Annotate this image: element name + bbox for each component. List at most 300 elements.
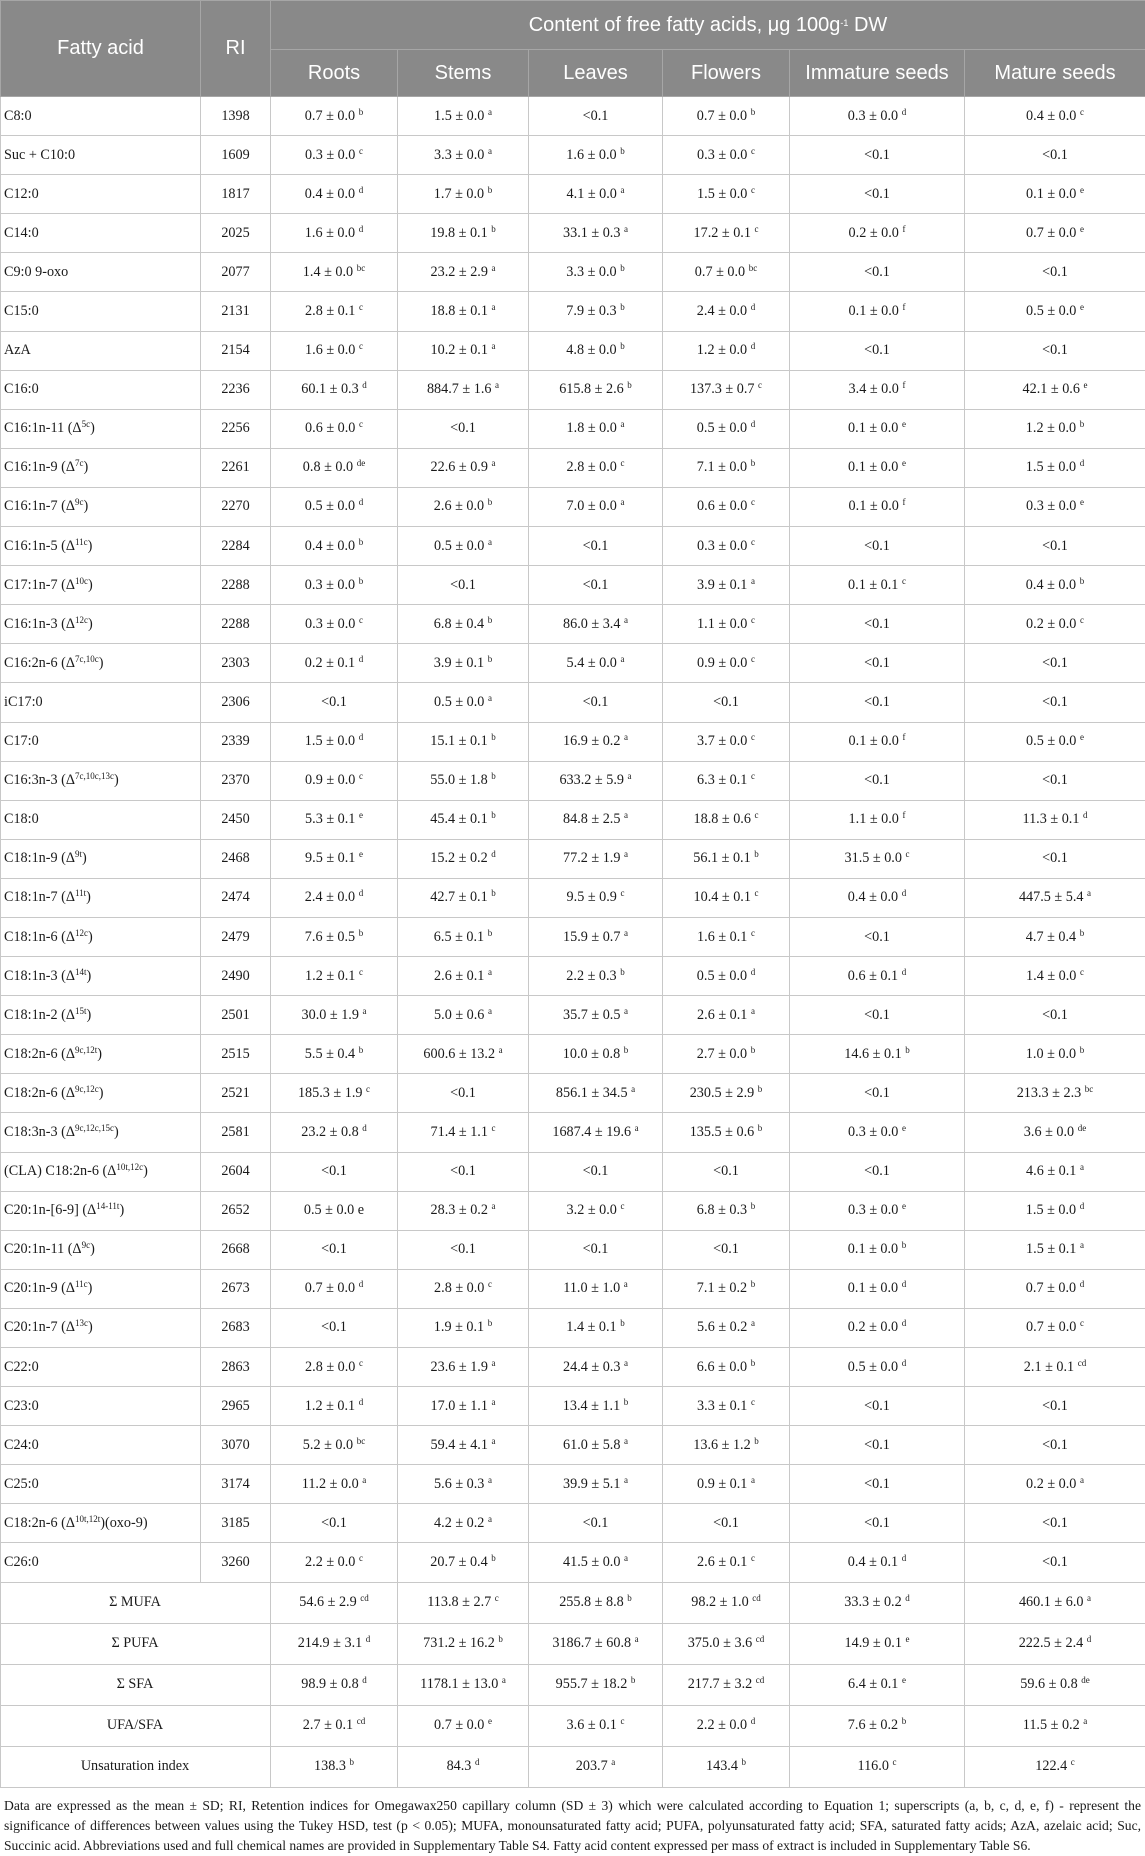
- cell-value: 2.4 ± 0.0: [697, 303, 747, 319]
- cell-value: 0.1 ± 0.0: [848, 420, 898, 436]
- table-cell: [965, 957, 1145, 996]
- cell-value: 22.6 ± 0.9: [431, 459, 488, 475]
- retention-index: 2261: [201, 448, 271, 487]
- table-cell: [965, 800, 1145, 839]
- cell-value: 2.2 ± 0.0: [697, 1717, 747, 1733]
- double-bond-position: 7c: [75, 458, 84, 468]
- fatty-acid-name: [1, 878, 201, 917]
- fatty-acid-name-text: C22:0: [4, 1359, 39, 1375]
- fatty-acid-name: [1, 1152, 201, 1191]
- table-cell: [663, 448, 790, 487]
- cell-value: 2.8 ± 0.0: [567, 459, 617, 475]
- significance-letter: a: [620, 497, 624, 507]
- retention-index: 2965: [201, 1387, 271, 1426]
- significance-letter: b: [741, 1757, 746, 1767]
- fatty-acid-name-text: C16:0: [4, 381, 39, 397]
- table-cell: [965, 448, 1145, 487]
- table-cell: [663, 644, 790, 683]
- cell-value: 0.3 ± 0.0: [697, 147, 747, 163]
- fatty-acid-name: [1, 97, 201, 136]
- table-cell: [790, 292, 965, 331]
- table-cell: [529, 487, 663, 526]
- cell-value: <0.1: [864, 1007, 890, 1023]
- table-cell: [663, 409, 790, 448]
- cell-value: 5.5 ± 0.4: [305, 1046, 355, 1062]
- table-cell: [663, 996, 790, 1035]
- fatty-acid-name-text: C18:1n-2 (Δ: [4, 1007, 75, 1023]
- cell-value: <0.1: [1042, 1437, 1068, 1453]
- table-cell: [529, 1308, 663, 1347]
- table-cell: [271, 1426, 398, 1465]
- table-cell: [965, 1113, 1145, 1152]
- retention-index: 2077: [201, 253, 271, 292]
- table-cell: [965, 97, 1145, 136]
- cell-value: 23.2 ± 0.8: [301, 1124, 358, 1140]
- significance-letter: b: [498, 1634, 503, 1644]
- fatty-acid-name-end: ): [88, 538, 93, 554]
- retention-index: 1817: [201, 175, 271, 214]
- fatty-acid-name-end: ): [90, 1241, 95, 1257]
- significance-letter: c: [1080, 615, 1084, 625]
- significance-letter: e: [902, 458, 906, 468]
- fatty-acid-name: [1, 527, 201, 566]
- table-cell: [790, 175, 965, 214]
- fatty-acid-name: [1, 1191, 201, 1230]
- cell-value: <0.1: [1042, 1515, 1068, 1531]
- table-cell: [271, 761, 398, 800]
- table-cell: [790, 1623, 965, 1664]
- table-cell: [529, 136, 663, 175]
- significance-letter: c: [620, 1716, 624, 1726]
- table-cell: [271, 1348, 398, 1387]
- cell-value: 0.9 ± 0.0: [697, 655, 747, 671]
- double-bond-position: 7c,10c: [75, 654, 99, 664]
- significance-letter: de: [1081, 1675, 1090, 1685]
- table-cell: [529, 1152, 663, 1191]
- fatty-acid-name-text: Suc + C10:0: [4, 147, 75, 163]
- cell-value: 6.4 ± 0.1: [848, 1676, 898, 1692]
- table-cell: [398, 1191, 529, 1230]
- table-cell: [663, 1705, 790, 1746]
- cell-value: 633.2 ± 5.9: [559, 772, 624, 788]
- table-row: [1, 448, 1145, 487]
- cell-value: 59.4 ± 4.1: [431, 1437, 488, 1453]
- significance-letter: cd: [360, 1593, 369, 1603]
- table-cell: [965, 1705, 1145, 1746]
- cell-value: 1.5 ± 0.0: [305, 733, 355, 749]
- cell-value: 6.3 ± 0.1: [697, 772, 747, 788]
- significance-letter: c: [359, 615, 363, 625]
- significance-letter: a: [624, 928, 628, 938]
- significance-letter: bc: [1085, 1084, 1094, 1094]
- cell-value: <0.1: [864, 1437, 890, 1453]
- significance-letter: a: [492, 458, 496, 468]
- table-cell: [398, 1230, 529, 1269]
- significance-letter: c: [751, 1553, 755, 1563]
- retention-index: 3260: [201, 1543, 271, 1582]
- fatty-acid-name: [1, 1074, 201, 1113]
- table-cell: [529, 1582, 663, 1623]
- significance-letter: d: [362, 380, 367, 390]
- table-cell: [271, 566, 398, 605]
- table-cell: [271, 1623, 398, 1664]
- significance-letter: a: [488, 537, 492, 547]
- table-cell: [529, 331, 663, 370]
- table-cell: [529, 644, 663, 683]
- significance-letter: c: [1080, 1318, 1084, 1328]
- table-cell: [529, 1113, 663, 1152]
- significance-letter: a: [1087, 888, 1091, 898]
- fatty-acid-name-end: ): [114, 772, 119, 788]
- significance-letter: b: [1080, 928, 1085, 938]
- table-row: [1, 527, 1145, 566]
- fatty-acid-name: [1, 722, 201, 761]
- retention-index: 2604: [201, 1152, 271, 1191]
- cell-value: 56.1 ± 0.1: [693, 850, 750, 866]
- cell-value: 1.5 ± 0.0: [697, 186, 747, 202]
- table-cell: [398, 527, 529, 566]
- retention-index: 2668: [201, 1230, 271, 1269]
- table-cell: [529, 1746, 663, 1787]
- cell-value: 1.5 ± 0.1: [1026, 1241, 1076, 1257]
- fatty-acid-name: [1, 957, 201, 996]
- significance-letter: cd: [756, 1675, 765, 1685]
- table-cell: [965, 722, 1145, 761]
- significance-letter: a: [488, 693, 492, 703]
- significance-letter: b: [359, 928, 364, 938]
- significance-letter: a: [363, 1006, 367, 1016]
- fatty-acid-name: [1, 1269, 201, 1308]
- cell-value: 0.9 ± 0.0: [305, 772, 355, 788]
- table-cell: [663, 1623, 790, 1664]
- double-bond-position: 9c: [75, 497, 84, 507]
- table-cell: [271, 214, 398, 253]
- significance-letter: c: [620, 888, 624, 898]
- table-cell: [790, 1582, 965, 1623]
- double-bond-position: 12c: [75, 615, 88, 625]
- significance-letter: de: [357, 458, 366, 468]
- retention-index: 2284: [201, 527, 271, 566]
- table-cell: [790, 1152, 965, 1191]
- table-cell: [663, 722, 790, 761]
- table-row: [1, 1230, 1145, 1269]
- table-cell: [663, 1465, 790, 1504]
- cell-value: 0.3 ± 0.0: [305, 616, 355, 632]
- table-cell: [663, 370, 790, 409]
- significance-letter: d: [359, 1279, 364, 1289]
- table-cell: [663, 1113, 790, 1152]
- significance-letter: d: [362, 1123, 367, 1133]
- significance-letter: d: [751, 341, 756, 351]
- significance-letter: a: [1083, 1716, 1087, 1726]
- significance-letter: a: [624, 1358, 628, 1368]
- table-cell: [271, 136, 398, 175]
- significance-letter: c: [492, 1123, 496, 1133]
- cell-value: 1.2 ± 0.0: [1026, 420, 1076, 436]
- summary-row: [1, 1705, 1145, 1746]
- fatty-acid-name: [1, 605, 201, 644]
- cell-value: <0.1: [321, 1319, 347, 1335]
- cell-value: 9.5 ± 0.9: [567, 889, 617, 905]
- table-cell: [529, 1230, 663, 1269]
- table-cell: [398, 839, 529, 878]
- fatty-acid-name-text: C16:1n-11 (Δ: [4, 420, 82, 436]
- significance-letter: f: [902, 732, 905, 742]
- cell-value: 0.7 ± 0.0: [1026, 225, 1076, 241]
- cell-value: 17.2 ± 0.1: [694, 225, 751, 241]
- table-cell: [271, 1308, 398, 1347]
- cell-value: 116.0: [858, 1758, 889, 1774]
- significance-letter: a: [751, 576, 755, 586]
- cell-value: 884.7 ± 1.6: [427, 381, 492, 397]
- cell-value: <0.1: [321, 1241, 347, 1257]
- significance-letter: bc: [357, 1436, 366, 1446]
- table-cell: [790, 761, 965, 800]
- significance-letter: a: [631, 1084, 635, 1094]
- cell-value: 2.6 ± 0.0: [434, 498, 484, 514]
- table-row: [1, 996, 1145, 1035]
- significance-letter: a: [492, 1358, 496, 1368]
- fatty-acid-name: [1, 917, 201, 956]
- table-row: [1, 566, 1145, 605]
- cell-value: 1.1 ± 0.0: [849, 811, 899, 827]
- table-cell: [271, 839, 398, 878]
- significance-letter: a: [620, 654, 624, 664]
- significance-letter: a: [635, 1123, 639, 1133]
- table-cell: [790, 878, 965, 917]
- table-cell: [790, 566, 965, 605]
- double-bond-position: 13c: [75, 1318, 88, 1328]
- significance-letter: d: [902, 967, 907, 977]
- retention-index: 2468: [201, 839, 271, 878]
- table-cell: [790, 1543, 965, 1582]
- cell-value: 84.3: [447, 1758, 472, 1774]
- table-row: [1, 487, 1145, 526]
- double-bond-position: 10t,12t: [75, 1514, 100, 1524]
- table-row: [1, 644, 1145, 683]
- cell-value: <0.1: [864, 1398, 890, 1414]
- table-cell: [663, 253, 790, 292]
- fatty-acid-name-text: C25:0: [4, 1476, 39, 1492]
- significance-letter: b: [359, 537, 364, 547]
- cell-value: 2.6 ± 0.1: [697, 1007, 747, 1023]
- table-cell: [271, 878, 398, 917]
- table-cell: [271, 957, 398, 996]
- table-row: [1, 370, 1145, 409]
- cell-value: 4.8 ± 0.0: [566, 342, 616, 358]
- cell-value: <0.1: [450, 577, 476, 593]
- header-mature-seeds: Mature seeds: [965, 50, 1145, 97]
- fatty-acid-name: [1, 996, 201, 1035]
- fatty-acid-name: [1, 839, 201, 878]
- table-cell: [663, 1582, 790, 1623]
- table-cell: [663, 917, 790, 956]
- table-cell: [529, 1623, 663, 1664]
- header-roots: Roots: [271, 50, 398, 97]
- significance-letter: b: [349, 1757, 354, 1767]
- fatty-acid-name: [1, 1348, 201, 1387]
- significance-letter: b: [620, 1318, 625, 1328]
- cell-value: <0.1: [583, 577, 609, 593]
- cell-value: 86.0 ± 3.4: [563, 616, 620, 632]
- table-cell: [790, 1230, 965, 1269]
- cell-value: 15.9 ± 0.7: [563, 929, 620, 945]
- cell-value: 54.6 ± 2.9: [299, 1594, 356, 1610]
- table-cell: [271, 1230, 398, 1269]
- significance-letter: a: [624, 1279, 628, 1289]
- table-cell: [965, 136, 1145, 175]
- significance-letter: e: [359, 849, 363, 859]
- significance-letter: a: [499, 1045, 503, 1055]
- cell-value: 0.1 ± 0.0: [848, 1241, 898, 1257]
- table-cell: [398, 722, 529, 761]
- significance-letter: a: [624, 732, 628, 742]
- table-cell: [398, 605, 529, 644]
- significance-letter: c: [751, 185, 755, 195]
- cell-value: 214.9 ± 3.1: [298, 1635, 363, 1651]
- cell-value: 138.3: [314, 1758, 346, 1774]
- table-cell: [663, 878, 790, 917]
- fatty-acid-name-text: C20:1n-7 (Δ: [4, 1319, 75, 1335]
- cell-value: 0.3 ± 0.0: [848, 1202, 898, 1218]
- table-row: [1, 1113, 1145, 1152]
- significance-letter: a: [492, 341, 496, 351]
- table-row: [1, 1543, 1145, 1582]
- significance-letter: b: [488, 185, 493, 195]
- summary-label: Σ MUFA: [1, 1582, 271, 1623]
- significance-letter: b: [758, 1123, 763, 1133]
- cell-value: 122.4: [1035, 1758, 1067, 1774]
- fatty-acid-name-text: C16:3n-3 (Δ: [4, 772, 75, 788]
- fatty-acid-name-text: C20:1n-9 (Δ: [4, 1280, 75, 1296]
- table-cell: [398, 1582, 529, 1623]
- significance-letter: d: [1087, 1634, 1092, 1644]
- cell-value: <0.1: [583, 538, 609, 554]
- table-cell: [529, 566, 663, 605]
- cell-value: <0.1: [864, 186, 890, 202]
- cell-value: 203.7: [576, 1758, 608, 1774]
- table-cell: [965, 1543, 1145, 1582]
- retention-index: 2515: [201, 1035, 271, 1074]
- cell-value: 2.8 ± 0.1: [305, 303, 355, 319]
- table-cell: [663, 761, 790, 800]
- cell-value: <0.1: [583, 1241, 609, 1257]
- table-cell: [271, 1582, 398, 1623]
- cell-value: 1.0 ± 0.0: [1026, 1046, 1076, 1062]
- cell-value: 0.1 ± 0.1: [848, 577, 898, 593]
- retention-index: 2270: [201, 487, 271, 526]
- significance-letter: a: [488, 1006, 492, 1016]
- table-cell: [398, 957, 529, 996]
- cell-value: <0.1: [864, 342, 890, 358]
- significance-letter: d: [475, 1757, 480, 1767]
- fatty-acid-name-end: ): [114, 1124, 119, 1140]
- cell-value: 42.1 ± 0.6: [1023, 381, 1080, 397]
- table-cell: [663, 1152, 790, 1191]
- significance-letter: c: [758, 380, 762, 390]
- table-cell: [529, 448, 663, 487]
- cell-value: 14.9 ± 0.1: [845, 1635, 902, 1651]
- table-cell: [790, 97, 965, 136]
- significance-letter: cd: [756, 1634, 765, 1644]
- table-cell: [965, 1426, 1145, 1465]
- cell-value: 7.6 ± 0.5: [305, 929, 355, 945]
- cell-value: 7.6 ± 0.2: [848, 1717, 898, 1733]
- retention-index: 2474: [201, 878, 271, 917]
- cell-value: 2.6 ± 0.1: [434, 968, 484, 984]
- table-cell: [790, 487, 965, 526]
- cell-value: 71.4 ± 1.1: [431, 1124, 488, 1140]
- fatty-acid-name-text: C18:3n-3 (Δ: [4, 1124, 75, 1140]
- cell-value: 0.7 ± 0.0: [697, 108, 747, 124]
- significance-letter: c: [359, 146, 363, 156]
- table-cell: [663, 800, 790, 839]
- table-cell: [271, 605, 398, 644]
- table-cell: [398, 292, 529, 331]
- table-cell: [529, 97, 663, 136]
- cell-value: <0.1: [713, 694, 739, 710]
- significance-letter: c: [755, 888, 759, 898]
- table-cell: [529, 527, 663, 566]
- cell-value: <0.1: [1042, 1007, 1068, 1023]
- significance-letter: a: [1080, 1475, 1084, 1485]
- significance-letter: d: [1083, 810, 1088, 820]
- table-row: [1, 761, 1145, 800]
- retention-index: 2521: [201, 1074, 271, 1113]
- significance-letter: cd: [1078, 1358, 1087, 1368]
- table-cell: [398, 800, 529, 839]
- cell-value: <0.1: [321, 694, 347, 710]
- cell-value: 61.0 ± 5.8: [563, 1437, 620, 1453]
- table-cell: [790, 996, 965, 1035]
- table-cell: [790, 644, 965, 683]
- table-cell: [663, 527, 790, 566]
- significance-letter: c: [495, 1593, 499, 1603]
- significance-letter: d: [902, 1358, 907, 1368]
- significance-letter: a: [624, 615, 628, 625]
- table-cell: [529, 409, 663, 448]
- cell-value: 1.6 ± 0.0: [305, 225, 355, 241]
- fatty-acid-name-text: C20:1n-[6-9] (Δ: [4, 1202, 96, 1218]
- table-cell: [398, 175, 529, 214]
- fatty-acid-name: [1, 1543, 201, 1582]
- cell-value: 6.8 ± 0.4: [434, 616, 484, 632]
- cell-value: 1.9 ± 0.1: [434, 1319, 484, 1335]
- table-cell: [663, 175, 790, 214]
- cell-value: <0.1: [1042, 538, 1068, 554]
- cell-value: 0.1 ± 0.0: [1026, 186, 1076, 202]
- table-row: [1, 917, 1145, 956]
- cell-value: 7.1 ± 0.0: [697, 459, 747, 475]
- table-cell: [271, 1504, 398, 1543]
- cell-value: 1687.4 ± 19.6: [552, 1124, 631, 1140]
- cell-value: 3.4 ± 0.0: [849, 381, 899, 397]
- table-cell: [271, 175, 398, 214]
- significance-letter: d: [902, 1279, 907, 1289]
- fatty-acid-name-text: C9:0 9-oxo: [4, 264, 68, 280]
- summary-row: [1, 1664, 1145, 1705]
- double-bond-position: 9c,12c,15c: [75, 1123, 114, 1133]
- table-cell: [271, 683, 398, 722]
- significance-letter: a: [751, 1318, 755, 1328]
- significance-letter: c: [620, 458, 624, 468]
- cell-value: 11.2 ± 0.0: [302, 1476, 359, 1492]
- significance-letter: a: [624, 1475, 628, 1485]
- table-header: [1, 1, 1145, 97]
- significance-letter: d: [902, 888, 907, 898]
- table-row: [1, 97, 1145, 136]
- table-cell: [398, 761, 529, 800]
